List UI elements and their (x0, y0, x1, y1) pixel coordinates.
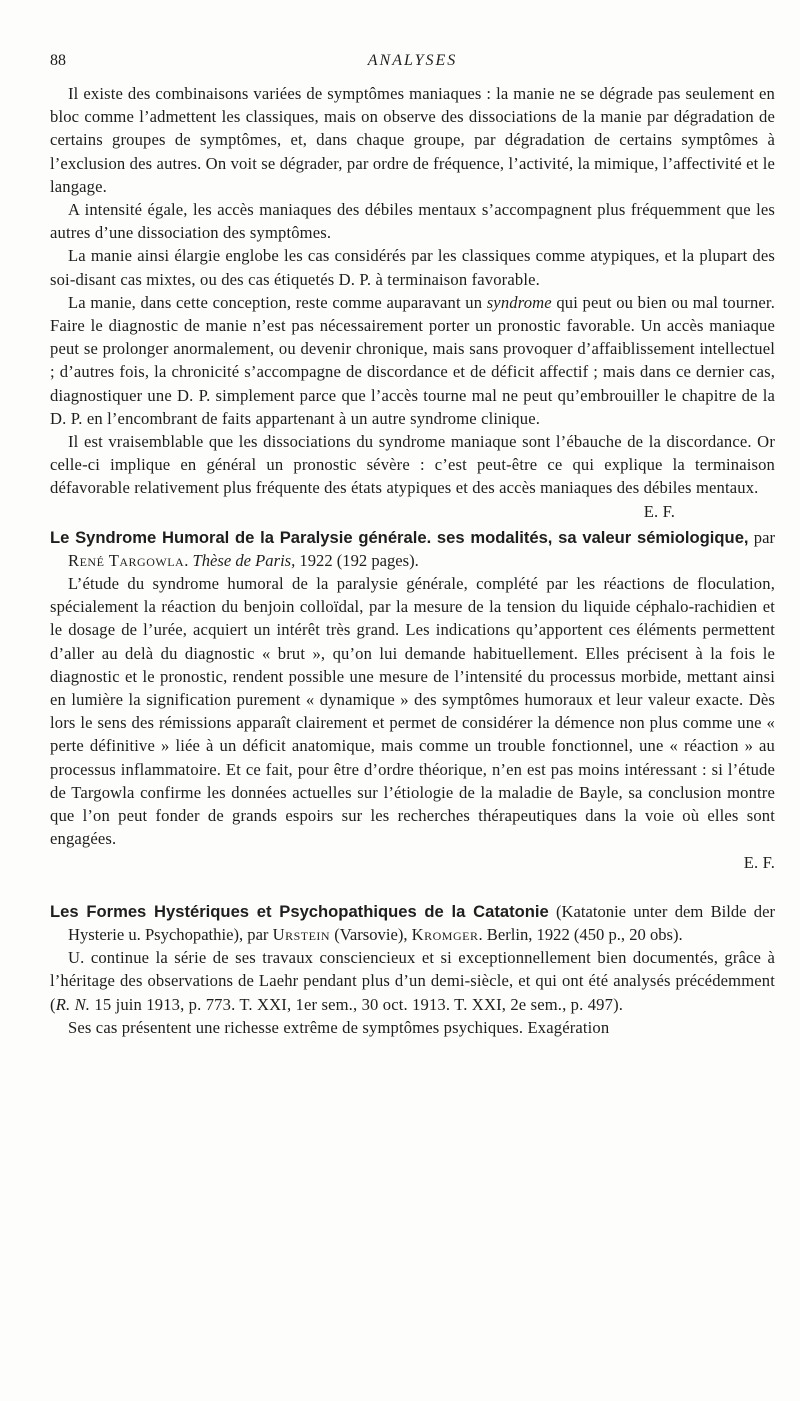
emphasis: R. N. (55, 994, 91, 1014)
signature: E. F. (643, 501, 675, 521)
author-name: René Targowla (68, 550, 185, 570)
text-run: 1922 (192 pages). (295, 550, 419, 570)
paragraph: A intensité égale, les accès maniaques des débiles mentaux s’accompagnent plus fréquemment que les autres d’une dissociation des symptômes. (50, 200, 775, 243)
paragraph: L’étude du syndrome humoral de la paralysie générale, complété par les réactions de floculation, spécialement la réaction du benjoin colloïdal, par la mesure de la tension du liquide céphalo-rachidien et le dosage de l’urée, acquiert un intérêt très grand. Les indications qu’apportent ces éléments permettent d’aller au delà du diagnostic « brut », qu’on lui demande habituellement. Elles précisent à la fois le diagnostic et le pronostic, rendent possible une mesure de l’intensité du processus morbide, mettant ainsi en lumière la signification purement « dynamique » des symptômes humoraux et leur valeur exacte. Dès lors le sens des rémissions apparaît clairement et permet de considérer la démence non plus comme une « perte définitive » liée à un déficit anatomique, mais comme un trouble fonctionnel, une « réaction » au processus inflammatoire. Et ce fait, pour être d’ordre théorique, n’en est pas moins intéressant : si l’étude de Targowla confirme les données actuelles sur l’étiologie de la maladie de Bayle, sa conclusion montre que l’on peut fonder de grands espoirs sur les recherches thérapeutiques dans la voie où elles sont engagées. (50, 574, 775, 849)
text-run: par (748, 527, 775, 547)
text-run: . (184, 550, 193, 570)
text-run: (Katatonie unter dem Bilde der Hysterie u. Psychopathie), par (68, 901, 775, 944)
emphasis: syndrome (486, 292, 552, 312)
text-run: Il est vraisemblable que les dissociations du syndrome maniaque sont l’ébauche de la discordance. Or celle-ci implique en général un pronostic sévère : c’est peut-être ce qui explique la terminaison défavorable relativement plus fréquente des états atypiques et des accès maniaques des débiles mentaux. (50, 432, 775, 498)
article-title: Le Syndrome Humoral de la Paralysie générale. ses modalités, sa valeur sémiologique, (50, 527, 749, 547)
author-name: Urstein (272, 924, 331, 944)
page (50, 52, 775, 1039)
source: Thèse de Paris, (192, 550, 296, 570)
paragraph (50, 291, 775, 430)
signature: E. F. (743, 852, 775, 872)
article-heading (50, 526, 775, 572)
paragraph: La manie ainsi élargie englobe les cas considérés par les classiques comme atypiques, et la plupart des soi-disant cas mixtes, ou des cas étiquetés D. P. à terminaison favorable. (50, 246, 775, 289)
page-number: 88 (50, 52, 66, 69)
text-run: U. continue la série de ses travaux consciencieux et si exceptionnellement bien documentés, grâce à l’héritage des observations de Laehr pendant plus d’un demi-siècle, et qui ont été analysés précédemment ( (50, 948, 775, 1014)
page-header (50, 52, 775, 82)
paragraph: Il existe des combinaisons variées de symptômes maniaques : la manie ne se dégrade pas seulement en bloc comme l’admettent les classiques, mais on observe des dissociations de la manie par dégradation de certains groupes de symptômes, et, dans chaque groupe, par dégradation de certains symptômes à l’exclusion des autres. On voit se dégrader, par ordre de fréquence, l’activité, la mimique, l’affectivité et le langage. (50, 84, 775, 196)
text-run: 15 juin 1913, p. 773. T. XXI, 1er sem., 30 oct. 1913. T. XXI, 2e sem., p. 497). (90, 994, 624, 1014)
running-head: ANALYSES (367, 52, 458, 69)
text-run: La manie, dans cette conception, reste comme auparavant un (68, 292, 487, 312)
text-run: (Varsovie), (330, 924, 412, 944)
paragraph: Ses cas présentent une richesse extrême de symptômes psychiques. Exagération (68, 1017, 610, 1037)
text-run: . Berlin, 1922 (450 p., 20 obs). (478, 924, 683, 944)
author-name: Kromger (411, 924, 479, 944)
article-title: Les Formes Hystériques et Psychopathiques de la Catatonie (50, 901, 549, 921)
text-run: qui peut ou bien ou mal tourner. Faire le diagnostic de manie n’est pas nécessairement porter un pronostic favorable. Un accès maniaque peut se prolonger anormalement, ou devenir chronique, mais sans provoquer d’affaiblissement intellectuel ; d’autres fois, la chronicité s’accompagne de discordance et de déficit affectif ; mais dans ce dernier cas, diagnostiquer une D. P. simplement parce que l’accès tourne mal ne peut qu’embrouiller le chapitre de la D. P. en l’encombrant de faits appartenant à un autre syndrome clinique. (50, 292, 775, 428)
article-heading (50, 900, 775, 946)
paragraph (50, 946, 775, 1016)
paragraph (50, 430, 775, 521)
